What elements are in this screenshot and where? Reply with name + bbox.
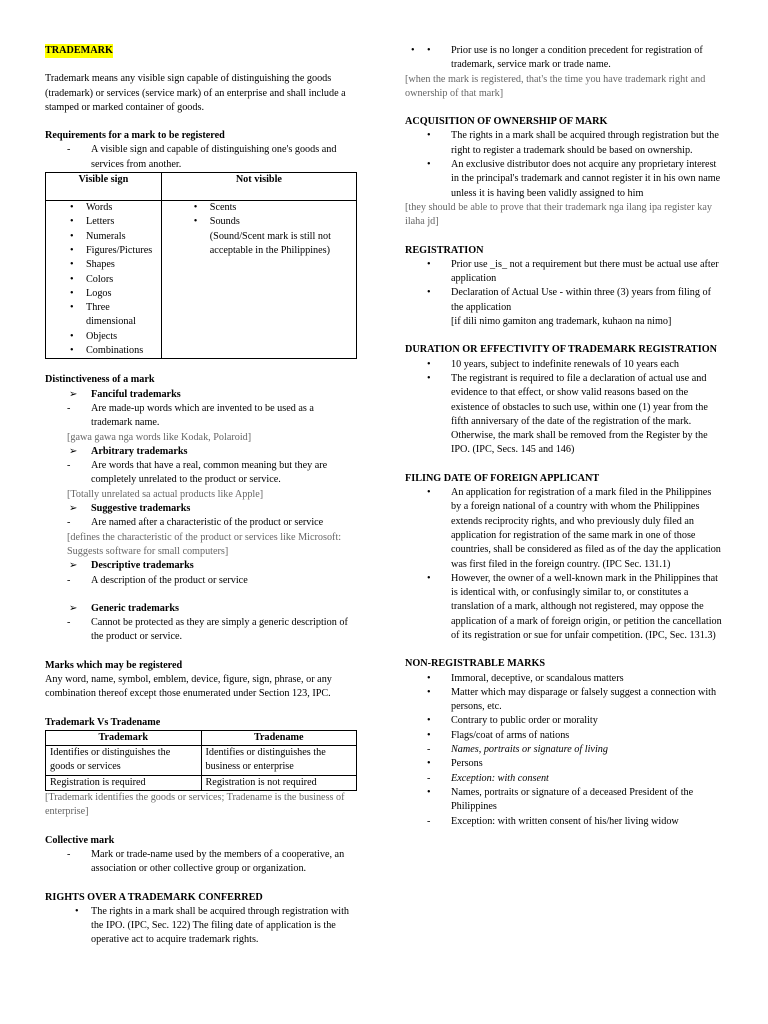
table-cell: Identifies or distinguishes the business or enterprise (201, 746, 357, 776)
requirements-heading: Requirements for a mark to be registered (45, 130, 225, 142)
collective-desc: - Mark or trade-name used by the members of a cooperative, an association or other collective group or organization. (67, 848, 345, 875)
rights-list (45, 905, 357, 948)
duration-heading: DURATION OR EFFECTIVITY OF TRADEMARK REGISTRATION (405, 344, 717, 356)
trademark-definition: Trademark means any visible sign capable of distinguishing the goods (trademark) or services (service mark) of an enterprise and shall include a stamped or marked container of goods. (45, 73, 346, 113)
list-item: - Names, portraits or signature of living (427, 744, 608, 756)
list-item: • Words (64, 201, 157, 215)
generic-desc: - Cannot be protected as they are simply a generic description of the product or service. (67, 617, 348, 643)
vs-header-tradename: Tradename (201, 730, 357, 745)
list-item: • Flags/coat of arms of nations (427, 729, 570, 741)
arbitrary-desc: - Are words that have a real, common meaning but they are completely unrelated to the product or service. (67, 460, 328, 486)
registration-heading: REGISTRATION (405, 244, 484, 256)
arbitrary-note: [Totally unrelated sa actual products like Apple] (67, 488, 264, 500)
list-item: • Combinations (64, 344, 157, 358)
list-item: • Logos (64, 287, 157, 301)
filing-heading: FILING DATE OF FOREIGN APPLICANT (405, 472, 600, 484)
fanciful-label: ➢ Fanciful trademarks (69, 388, 181, 400)
visible-sign-table (45, 172, 357, 359)
descriptive-desc: - A description of the product or service (67, 574, 248, 586)
suggestive-note: [defines the characteristic of the product or services like Microsoft: Suggests software for small computers] (67, 531, 342, 557)
prior-use-note: [when the mark is registered, that's the time you have trademark right and ownership of that mark] (405, 73, 706, 99)
not-visible-header: Not visible (161, 173, 356, 201)
table-cell: Registration is required (46, 775, 202, 790)
non-registrable-heading: NON-REGISTRABLE MARKS (405, 658, 546, 670)
visible-sign-list (64, 201, 157, 358)
list-item: • Figures/Pictures (64, 244, 157, 258)
list-item: • An application for registration of a mark filed in the Philippines by a foreign national of a country with whom the Philippines extends reciprocity rights, and who previously duly filed an application for registration of the same mark in one of those countries, shall be considered as filed as of the day the application was first filed in the foreign country. (IPC Sec. 131.1) (427, 487, 721, 570)
list-item: • The rights in a mark shall be acquired through registration but the right to register a trademark should be based on ownership. (427, 130, 719, 156)
list-item: • Three dimensional (64, 301, 157, 330)
list-item: • Sounds (188, 215, 352, 229)
list-item: - Exception: with consent (427, 772, 549, 784)
suggestive-label: ➢ Suggestive trademarks (69, 503, 191, 515)
list-item: • Persons (427, 758, 483, 770)
page-title: TRADEMARK (45, 44, 113, 58)
list-item: • An exclusive distributor does not acquire any proprietary interest in the principal's trademark and cannot register it in his own name unless it is having been validly assigned to him (427, 159, 721, 199)
trademark-vs-tradename-table (45, 730, 357, 791)
left-column (45, 44, 357, 948)
table-cell: Registration is not required (201, 775, 357, 790)
collective-heading: Collective mark (45, 834, 115, 846)
arbitrary-label: ➢ Arbitrary trademarks (69, 445, 188, 457)
not-visible-list (188, 201, 352, 230)
list-item: • Names, portraits or signature of a deceased President of the Philippines (427, 786, 694, 813)
registration-note: [if dili nimo gamiton ang trademark, kuhaon na nimo] (451, 316, 672, 328)
fanciful-note: [gawa gawa nga words like Kodak, Polaroid] (67, 431, 252, 443)
rights-heading: RIGHTS OVER A TRADEMARK CONFERRED (45, 891, 263, 903)
list-item: • Numerals (64, 230, 157, 244)
list-item: • The rights in a mark shall be acquired through registration with the IPO. (IPC, Sec. 122) The filing date of application is the operative act to acquire trademark rights. (69, 905, 357, 948)
suggestive-desc: - Are named after a characteristic of the product or service (67, 517, 324, 529)
list-item: • Objects (64, 330, 157, 344)
descriptive-label: ➢ Descriptive trademarks (69, 560, 194, 572)
list-item: • However, the owner of a well-known mark in the Philippines that is identical with, or confusingly similar to, or constitutes a translation of a mark, although not registered, may oppose the application of a mark of foreign origin, or petition the cancellation of its registration or sue for unfair competition. (IPC, Sec. 131.3) (427, 572, 722, 641)
list-item: • Scents (188, 201, 352, 215)
requirements-item: - A visible sign and capable of distinguishing one's goods and services from another. (67, 144, 337, 170)
visible-sign-header: Visible sign (46, 173, 162, 201)
list-item: • Immoral, deceptive, or scandalous matters (427, 672, 624, 684)
vs-header-trademark: Trademark (46, 730, 202, 745)
list-item: • Shapes (64, 258, 157, 272)
list-item: - Exception: with written consent of his/her living widow (427, 815, 679, 827)
fanciful-desc: - Are made-up words which are invented to be used as a trademark name. (67, 402, 314, 429)
list-item: • 10 years, subject to indefinite renewals of 10 years each (427, 358, 680, 370)
list-item: • Matter which may disparage or falsely suggest a connection with persons, etc. (427, 686, 717, 713)
marks-text: Any word, name, symbol, emblem, device, figure, sign, phrase, or any combination thereof except those enumerated under Section 123, IPC. (45, 673, 332, 700)
not-visible-note: (Sound/Scent mark is still not acceptable in the Philippines) (209, 230, 331, 256)
list-item: • Contrary to public order or morality (427, 715, 598, 727)
table-cell: Identifies or distinguishes the goods or services (46, 746, 202, 776)
list-item: • The registrant is required to file a declaration of actual use and evidence to that effect, or show valid reasons based on the existence of obstacles to such use, within one (1) year from the fifth anniversary of the date of the registration of the mark. Otherwise, the mark shall be removed from the Register by the IPO. (IPC, Secs. 145 and 146) (427, 372, 708, 456)
list-item: • Colors (64, 273, 157, 287)
distinctiveness-heading: Distinctiveness of a mark (45, 374, 155, 386)
list-item: • Declaration of Actual Use - within three (3) years from filing of the application (427, 287, 711, 313)
list-item: • Prior use _is_ not a requirement but there must be actual use after application (427, 258, 719, 285)
list-item: • • Prior use is no longer a condition precedent for registration of trademark, service mark or trade name. (405, 44, 723, 73)
list-item: • Letters (64, 215, 157, 229)
marks-heading: Marks which may be registered (45, 659, 183, 671)
acquisition-heading: ACQUISITION OF OWNERSHIP OF MARK (405, 116, 608, 128)
acquisition-note: [they should be able to prove that their trademark nga ilang ipa register kay ilaha jd] (405, 201, 712, 228)
generic-label: ➢ Generic trademarks (69, 602, 179, 614)
vs-heading: Trademark Vs Tradename (45, 716, 161, 728)
right-column (405, 44, 723, 829)
vs-note: [Trademark identifies the goods or services; Tradename is the business of enterprise] (45, 792, 345, 818)
prior-use-list (405, 44, 723, 73)
